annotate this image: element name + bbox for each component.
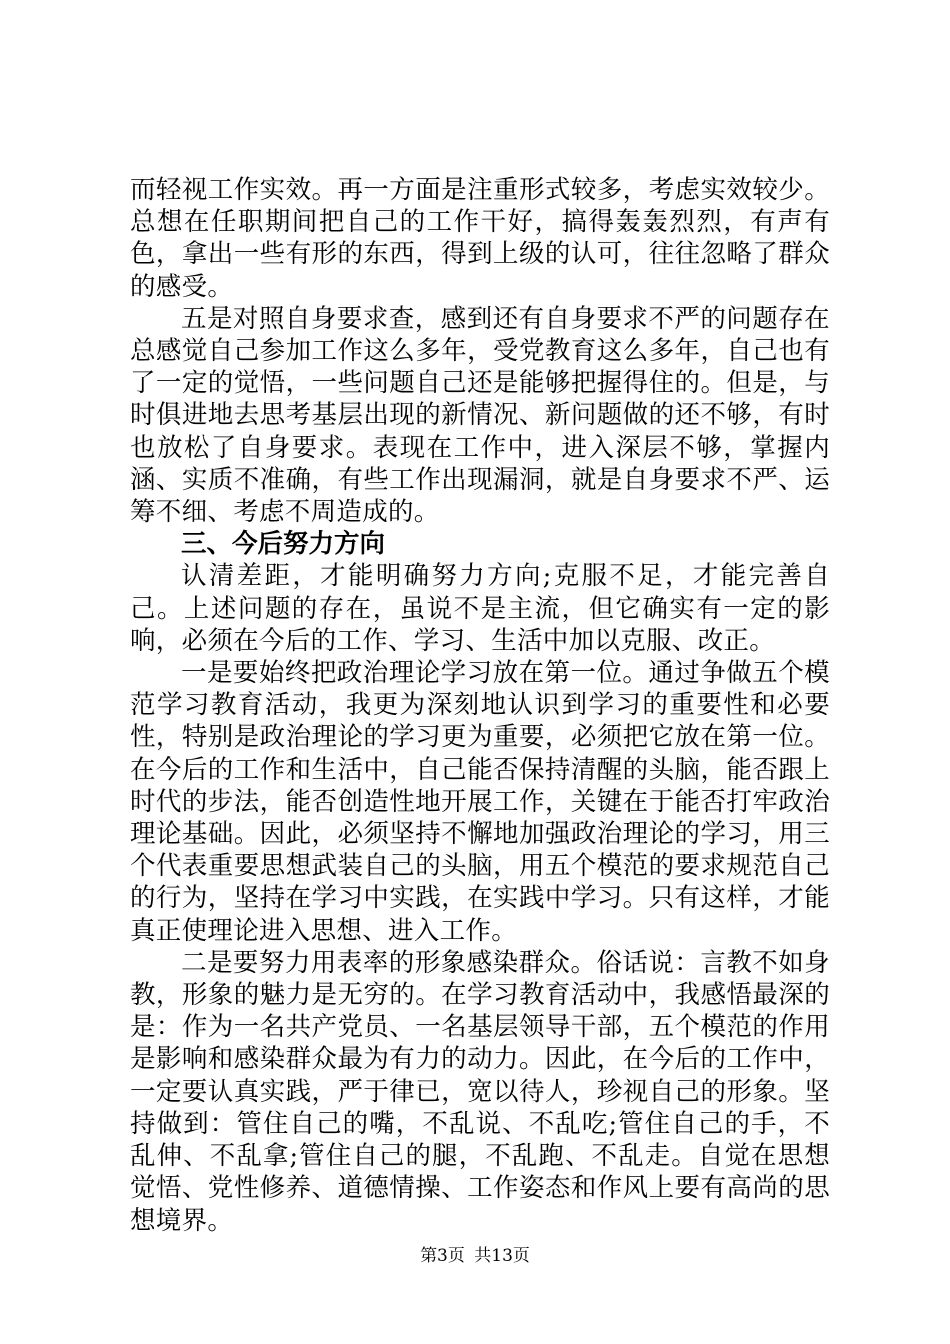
document-body [130,174,830,1237]
page-footer [0,1245,950,1267]
page-number: 第3页 [420,1246,465,1266]
paragraph-item-five: 五是对照自身要求查，感到还有自身要求不严的问题存在总感觉自己参加工作这么多年，受党教育这么多年，自己也有了一定的觉悟，一些问题自己还是能够把握得住的。但是，与时俱进地去思考基层出现的新情况、新问题做的还不够，有时也放松了自身要求。表现在工作中，进入深层不够，掌握内涵、实质不准确，有些工作出现漏洞，就是自身要求不严、运筹不细、考虑不周造成的。 [130,303,830,528]
paragraph-item-two: 二是要努力用表率的形象感染群众。俗话说：言教不如身教，形象的魅力是无穷的。在学习教育活动中，我感悟最深的是：作为一名共产党员、一名基层领导干部，五个模范的作用是影响和感染群众最为有力的动力。因此，在今后的工作中，一定要认真实践，严于律已，宽以待人，珍视自己的形象。坚持做到：管住自己的嘴，不乱说、不乱吃;管住自己的手，不乱伸、不乱拿;管住自己的腿，不乱跑、不乱走。自觉在思想觉悟、党性修养、道德情操、工作姿态和作风上要有高尚的思想境界。 [130,947,830,1236]
section-heading: 三、今后努力方向 [181,529,386,560]
paragraph-intro: 认清差距，才能明确努力方向;克服不足，才能完善自己。上述问题的存在，虽说不是主流，但它确实有一定的影响，必须在今后的工作、学习、生活中加以克服、改正。 [130,561,830,656]
paragraph-item-one: 一是要始终把政治理论学习放在第一位。通过争做五个模范学习教育活动，我更为深刻地认识到学习的重要性和必要性，特别是政治理论的学习更为重要，必须把它放在第一位。在今后的工作和生活中，自己能否保持清醒的头脑，能否跟上时代的步法，能否创造性地开展工作，关键在于能否打牢政治理论基础。因此，必须坚持不懈地加强政治理论的学习，用三个代表重要思想武装自己的头脑，用五个模范的要求规范自己的行为，坚持在学习中实践，在实践中学习。只有这样，才能真正使理论进入思想、进入工作。 [130,658,830,946]
page-total: 共13页 [474,1246,530,1266]
paragraph-continued: 而轻视工作实效。再一方面是注重形式较多，考虑实效较少。总想在任职期间把自己的工作干好，搞得轰轰烈烈，有声有色，拿出一些有形的东西，得到上级的认可，往往忽略了群众的感受。 [130,175,830,302]
